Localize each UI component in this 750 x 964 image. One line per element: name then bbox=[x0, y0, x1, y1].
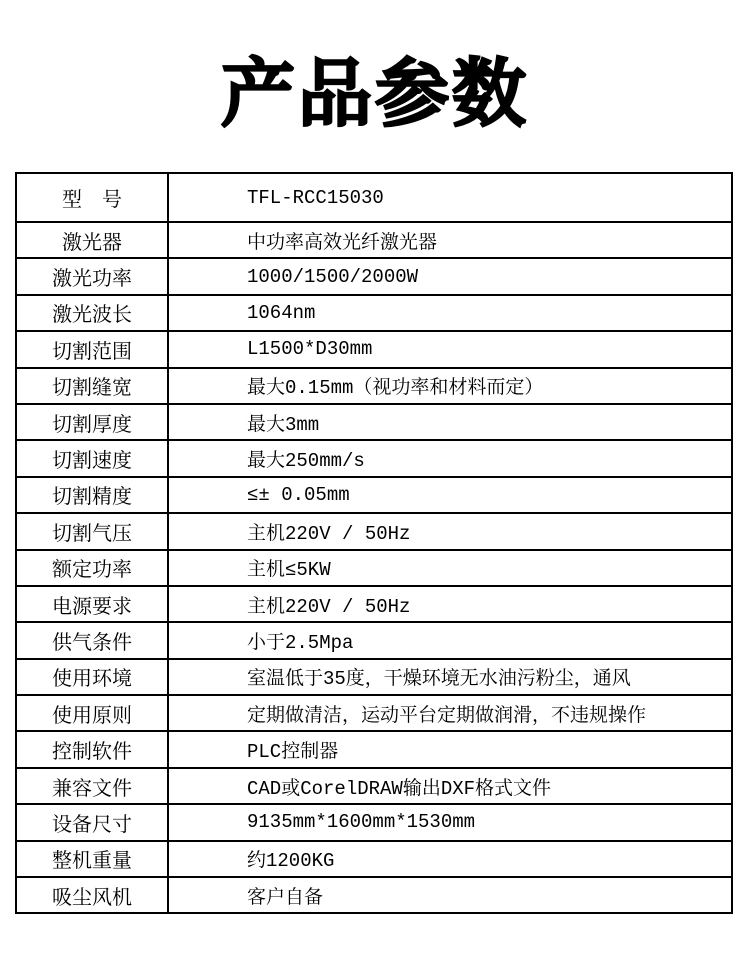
table-row bbox=[16, 841, 732, 877]
spec-label: 设备尺寸 bbox=[16, 804, 168, 840]
spec-label: 使用环境 bbox=[16, 659, 168, 695]
table-row bbox=[16, 331, 732, 367]
spec-label: 使用原则 bbox=[16, 695, 168, 731]
spec-label: 切割缝宽 bbox=[16, 368, 168, 404]
spec-value: 最大3mm bbox=[168, 404, 732, 440]
table-row bbox=[16, 877, 732, 913]
spec-value: 约1200KG bbox=[168, 841, 732, 877]
spec-label: 切割气压 bbox=[16, 513, 168, 549]
table-row bbox=[16, 477, 732, 513]
table-row bbox=[16, 768, 732, 804]
spec-label: 激光波长 bbox=[16, 295, 168, 331]
table-row bbox=[16, 258, 732, 294]
spec-value: L1500*D30mm bbox=[168, 331, 732, 367]
table-row bbox=[16, 513, 732, 549]
spec-value: 最大250mm/s bbox=[168, 440, 732, 476]
spec-label: 切割厚度 bbox=[16, 404, 168, 440]
spec-value: ≤± 0.05mm bbox=[168, 477, 732, 513]
spec-value: 室温低于35度，干燥环境无水油污粉尘，通风 bbox=[168, 659, 732, 695]
spec-label: 切割速度 bbox=[16, 440, 168, 476]
spec-value: 1000/1500/2000W bbox=[168, 258, 732, 294]
table-row bbox=[16, 586, 732, 622]
spec-value: PLC控制器 bbox=[168, 731, 732, 767]
table-row bbox=[16, 550, 732, 586]
page-title: 产品参数 bbox=[221, 51, 529, 137]
table-row bbox=[16, 404, 732, 440]
spec-label: 吸尘风机 bbox=[16, 877, 168, 913]
spec-label: 供气条件 bbox=[16, 622, 168, 658]
spec-value: 主机220V / 50Hz bbox=[168, 586, 732, 622]
spec-label: 额定功率 bbox=[16, 550, 168, 586]
spec-label: 激光器 bbox=[16, 222, 168, 258]
table-row bbox=[16, 222, 732, 258]
spec-value: CAD或CorelDRAW输出DXF格式文件 bbox=[168, 768, 732, 804]
table-row bbox=[16, 368, 732, 404]
table-row bbox=[16, 659, 732, 695]
product-spec-table bbox=[15, 172, 733, 914]
spec-label: 激光功率 bbox=[16, 258, 168, 294]
table-row bbox=[16, 295, 732, 331]
spec-value: 定期做清洁，运动平台定期做润滑，不违规操作 bbox=[168, 695, 732, 731]
spec-value: 9135mm*1600mm*1530mm bbox=[168, 804, 732, 840]
table-row bbox=[16, 622, 732, 658]
spec-label: 型 号 bbox=[16, 173, 168, 222]
table-row bbox=[16, 804, 732, 840]
spec-value: 主机≤5KW bbox=[168, 550, 732, 586]
table-row bbox=[16, 440, 732, 476]
table-row bbox=[16, 731, 732, 767]
spec-label: 切割范围 bbox=[16, 331, 168, 367]
spec-value: 中功率高效光纤激光器 bbox=[168, 222, 732, 258]
spec-label: 电源要求 bbox=[16, 586, 168, 622]
spec-value: 客户自备 bbox=[168, 877, 732, 913]
spec-value: 主机220V / 50Hz bbox=[168, 513, 732, 549]
spec-label: 整机重量 bbox=[16, 841, 168, 877]
spec-value: 最大0.15mm（视功率和材料而定） bbox=[168, 368, 732, 404]
spec-value: 小于2.5Mpa bbox=[168, 622, 732, 658]
spec-label: 控制软件 bbox=[16, 731, 168, 767]
spec-value: 1064nm bbox=[168, 295, 732, 331]
spec-value: TFL-RCC15030 bbox=[168, 173, 732, 222]
table-row bbox=[16, 173, 732, 222]
table-row bbox=[16, 695, 732, 731]
spec-label: 切割精度 bbox=[16, 477, 168, 513]
spec-label: 兼容文件 bbox=[16, 768, 168, 804]
